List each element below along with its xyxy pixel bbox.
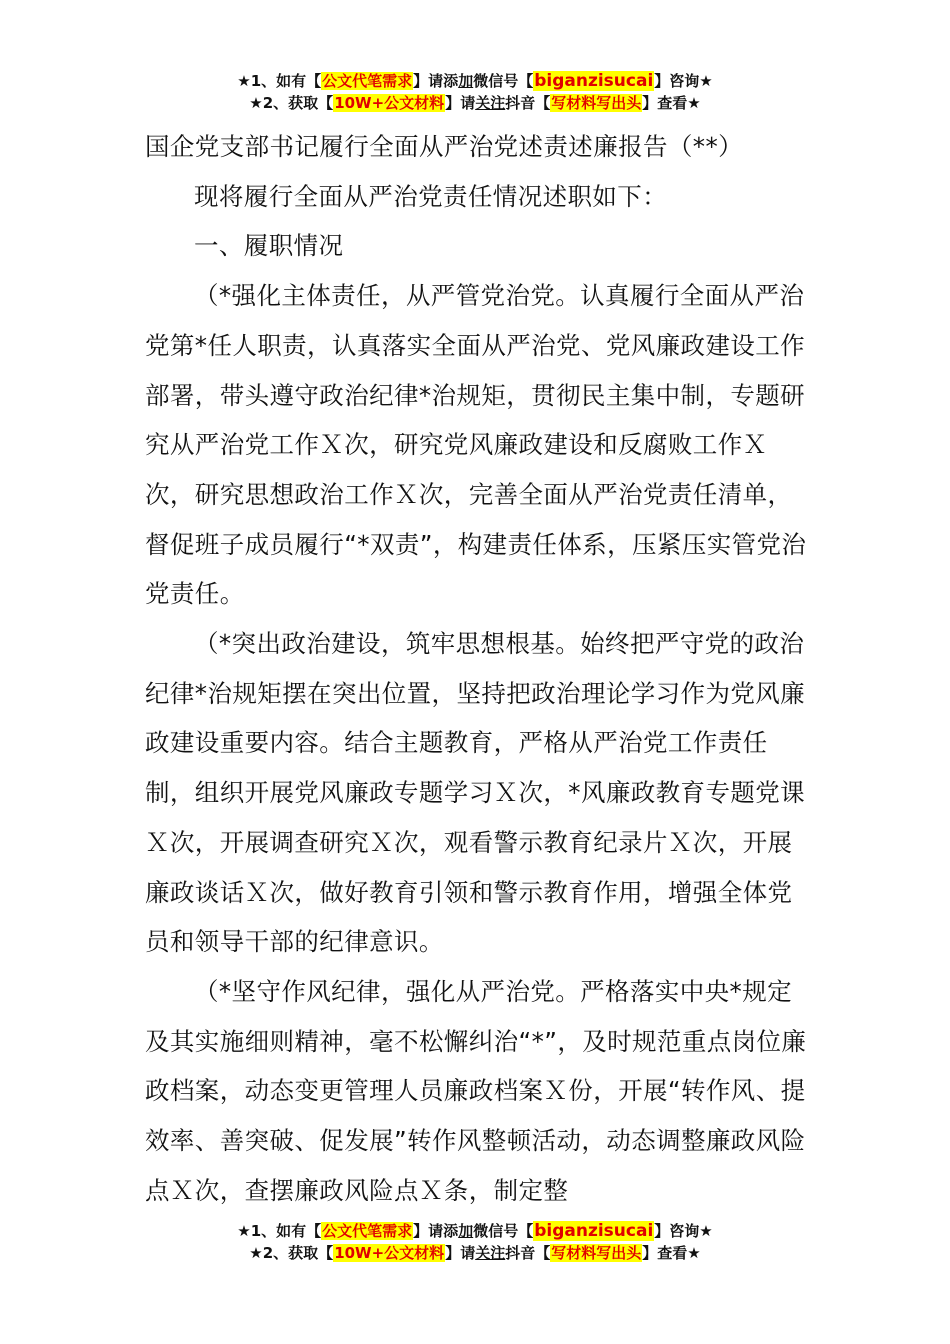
promo-banner-top (0, 70, 950, 114)
promo-text-underlined: 加 (458, 1222, 474, 1240)
promo-text: 微信号【 (473, 72, 534, 90)
promo-text: ★1、如有【 (237, 1222, 322, 1240)
document-title: 国企党支部书记履行全面从严治党述责述廉报告（**） (145, 132, 743, 161)
promo-line-2 (0, 92, 950, 114)
highlight-douyin-account: 写材料写出头 (551, 1244, 642, 1262)
promo-text: 抖音【 (505, 1244, 551, 1262)
promo-text: 】请 (445, 1244, 476, 1262)
highlight-materials: 10W+公文材料 (334, 1244, 445, 1262)
promo-text-underlined: 加 (458, 72, 474, 90)
promo-text: 】查看★ (642, 1244, 701, 1262)
promo-text: ★2、获取【 (249, 94, 334, 112)
promo-text: 】查看★ (642, 94, 701, 112)
promo-line-2 (0, 1242, 950, 1264)
body-paragraph: （*坚守作风纪律，强化从严治党。严格落实中央*规定及其实施细则精神，毫不松懈纠治“*”，及时规范重点岗位廉政档案，动态变更管理人员廉政档案Ｘ份，开展“转作风、提效率、善突破、促发展”转作风整顿活动，动态调整廉政风险点Ｘ次，查摆廉政风险点Ｘ条，制定整 (145, 976, 807, 1205)
promo-text: 】咨询★ (654, 72, 713, 90)
highlight-service: 公文代笔需求 (322, 72, 413, 90)
promo-banner-bottom (0, 1220, 950, 1264)
highlight-service: 公文代笔需求 (322, 1222, 413, 1240)
promo-text: 】请添 (413, 72, 459, 90)
promo-text-underlined: 关注 (475, 94, 506, 112)
promo-line-1 (0, 70, 950, 92)
highlight-wechat-id: biganzisucai (534, 71, 654, 91)
promo-text-underlined: 关注 (475, 1244, 506, 1262)
promo-text: 抖音【 (505, 94, 551, 112)
promo-text: ★2、获取【 (249, 1244, 334, 1262)
promo-text: 】请 (445, 94, 476, 112)
highlight-materials: 10W+公文材料 (334, 94, 445, 112)
promo-line-1 (0, 1220, 950, 1242)
body-paragraph: （*强化主体责任，从严管党治党。认真履行全面从严治党第*任人职责，认真落实全面从严治党、党风廉政建设工作部署，带头遵守政治纪律*治规矩，贯彻民主集中制，专题研究从严治党工作Ｘ次，研究党风廉政建设和反腐败工作Ｘ次，研究思想政治工作Ｘ次，完善全面从严治党责任清单，督促班子成员履行“*双责”，构建责任体系，压紧压实管党治党责任。 (145, 281, 807, 609)
promo-text: 微信号【 (473, 1222, 534, 1240)
highlight-douyin-account: 写材料写出头 (551, 94, 642, 112)
body-paragraph: （*突出政治建设，筑牢思想根基。始终把严守党的政治纪律*治规矩摆在突出位置，坚持把政治理论学习作为党风廉政建设重要内容。结合主题教育，严格从严治党工作责任制，组织开展党风廉政专题学习Ｘ次，*风廉政教育专题党课Ｘ次，开展调查研究Ｘ次，观看警示教育纪录片Ｘ次，开展廉政谈话Ｘ次，做好教育引领和警示教育作用，增强全体党员和领导干部的纪律意识。 (145, 629, 806, 957)
promo-text: ★1、如有【 (237, 72, 322, 90)
intro-paragraph: 现将履行全面从严治党责任情况述职如下： (194, 181, 668, 211)
promo-text: 】咨询★ (654, 1222, 713, 1240)
document-body (145, 122, 815, 1215)
section-heading: 一、履职情况 (194, 231, 344, 261)
promo-text: 】请添 (413, 1222, 459, 1240)
highlight-wechat-id: biganzisucai (534, 1221, 654, 1241)
